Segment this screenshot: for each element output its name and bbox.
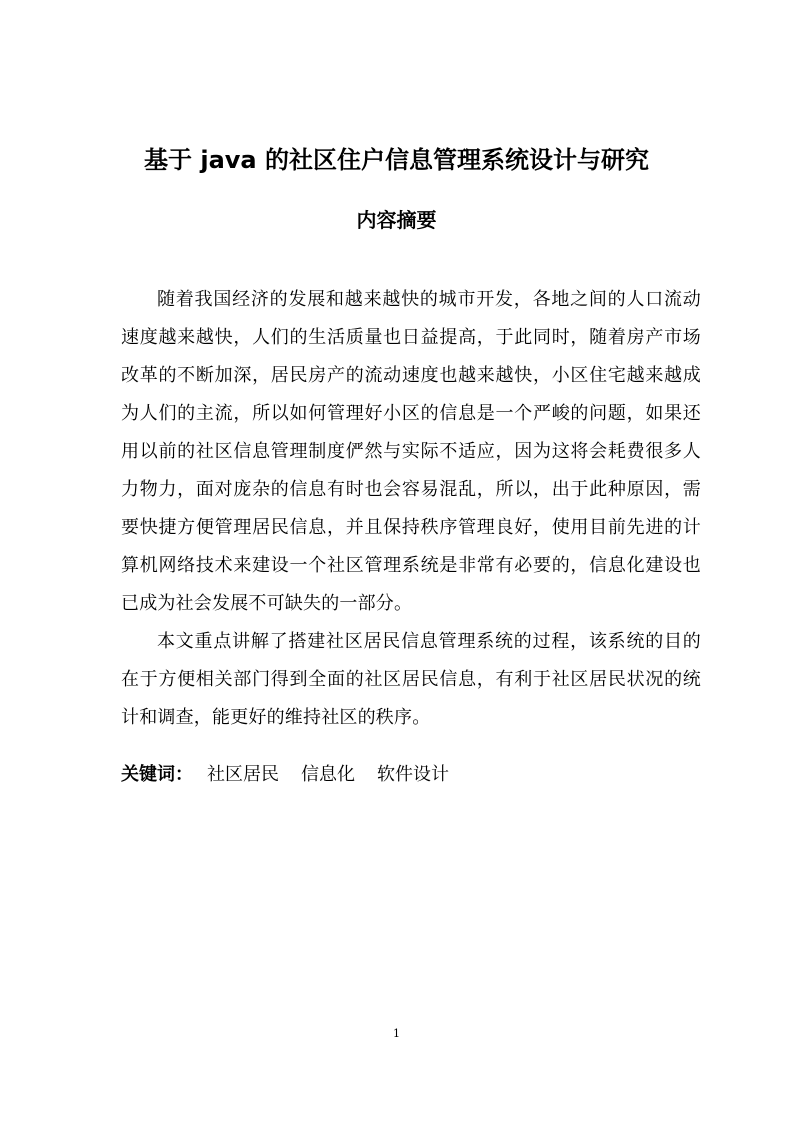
abstract-body bbox=[121, 281, 701, 737]
page-number: 1 bbox=[393, 1027, 400, 1040]
abstract-paragraph: 本文重点讲解了搭建社区居民信息管理系统的过程，该系统的目的在于方便相关部门得到全面的社区居民信息，有利于社区居民状况的统计和调查，能更好的维持社区的秩序。 bbox=[121, 631, 701, 728]
keyword: 软件设计 bbox=[377, 764, 449, 785]
keyword: 社区居民 bbox=[207, 764, 279, 785]
keyword: 信息化 bbox=[301, 764, 355, 785]
abstract-paragraph: 随着我国经济的发展和越来越快的城市开发，各地之间的人口流动速度越来越快，人们的生活质量也日益提高，于此同时，随着房产市场改革的不断加深，居民房产的流动速度也越来越快，小区住宅越来越成为人们的主流，所以如何管理好小区的信息是一个严峻的问题，如果还用以前的社区信息管理制度俨然与实际不适应，因为这将会耗费很多人力物力，面对庞杂的信息有时也会容易混乱，所以，出于此种原因，需要快捷方便管理居民信息，并且保持秩序管理良好，使用目前先进的计算机网络技术来建设一个社区管理系统是非常有必要的，信息化建设也已成为社会发展不可缺失的一部分。 bbox=[121, 289, 701, 614]
keywords-label: 关键词： bbox=[121, 764, 193, 785]
abstract-heading: 内容摘要 bbox=[356, 208, 437, 232]
document-title: 基于 java 的社区住户信息管理系统设计与研究 bbox=[144, 146, 649, 174]
keywords-line bbox=[121, 759, 449, 791]
